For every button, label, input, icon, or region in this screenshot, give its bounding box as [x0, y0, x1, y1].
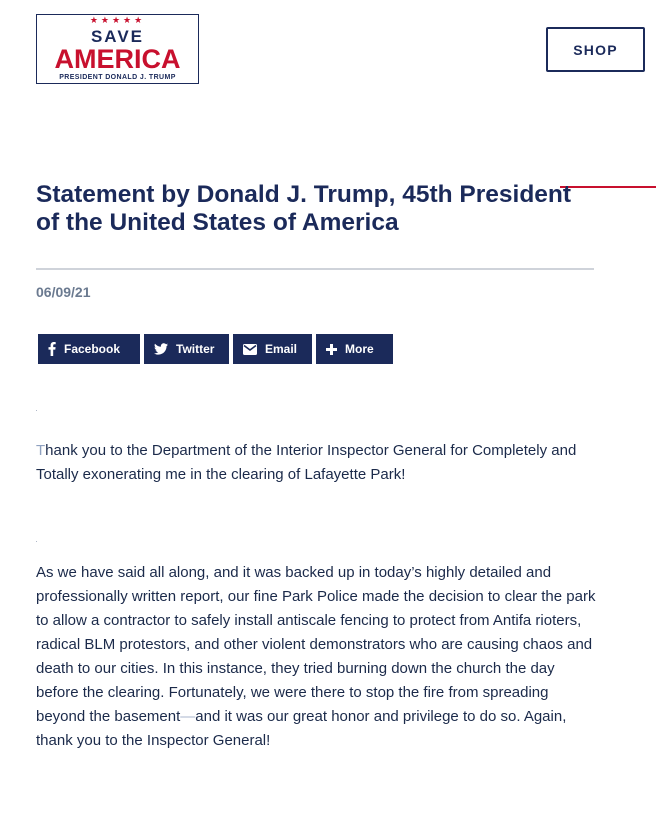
share-email-label: Email: [265, 342, 298, 356]
share-facebook-label: Facebook: [64, 342, 121, 356]
paragraph-2-text-a: As we have said all along, and it was backed up in today’s highly detailed and professionally written report, our fine Park Police made the decision to clear the park to allow a contractor to safely install antiscale fencing to protect from Antifa rioters, radical BLM protestors, and other violent demonstrators who are causing chaos and death to our cities. In this instance, they tried burning down the church the day before the clearing. Fortunately, we were there to stop the fire from spreading beyond the basement: [36, 564, 596, 725]
shop-button[interactable]: SHOP: [546, 27, 645, 72]
share-facebook-button[interactable]: [38, 334, 140, 364]
paragraph-1-first-letter: T: [36, 442, 46, 459]
paragraph-1-text: hank you to the Department of the Interior Inspector General for Completely and Totally exonerating me in the clearing of Lafayette Park!: [36, 442, 577, 483]
logo-save-text: SAVE: [90, 27, 145, 46]
share-more-button[interactable]: [316, 334, 393, 364]
spacer-dot: [36, 541, 37, 542]
share-twitter-label: Twitter: [176, 342, 215, 356]
spacer-dot: [36, 410, 37, 411]
logo-stars: ★★★★★: [89, 15, 146, 25]
share-email-button[interactable]: [233, 334, 312, 364]
article-paragraph-1: [36, 439, 600, 487]
logo-subtitle: PRESIDENT DONALD J. TRUMP: [59, 74, 176, 81]
share-more-label: More: [345, 342, 374, 356]
save-america-logo[interactable]: [36, 14, 199, 84]
title-divider: [36, 268, 594, 270]
plus-icon: [326, 344, 337, 355]
logo-america-text: AMERICA: [54, 44, 181, 74]
publish-date: 06/09/21: [36, 284, 91, 300]
article-paragraph-2: [36, 561, 600, 753]
facebook-icon: [48, 342, 56, 356]
twitter-icon: [154, 343, 168, 355]
paragraph-2-text-b: and it was our great honor and privilege to do so. Again, thank you to the Inspector General!: [36, 708, 567, 749]
paragraph-2-dash: —: [180, 708, 196, 725]
page-title: Statement by Donald J. Trump, 45th President of the United States of America: [36, 181, 572, 236]
share-twitter-button[interactable]: [144, 334, 229, 364]
email-icon: [243, 344, 257, 355]
